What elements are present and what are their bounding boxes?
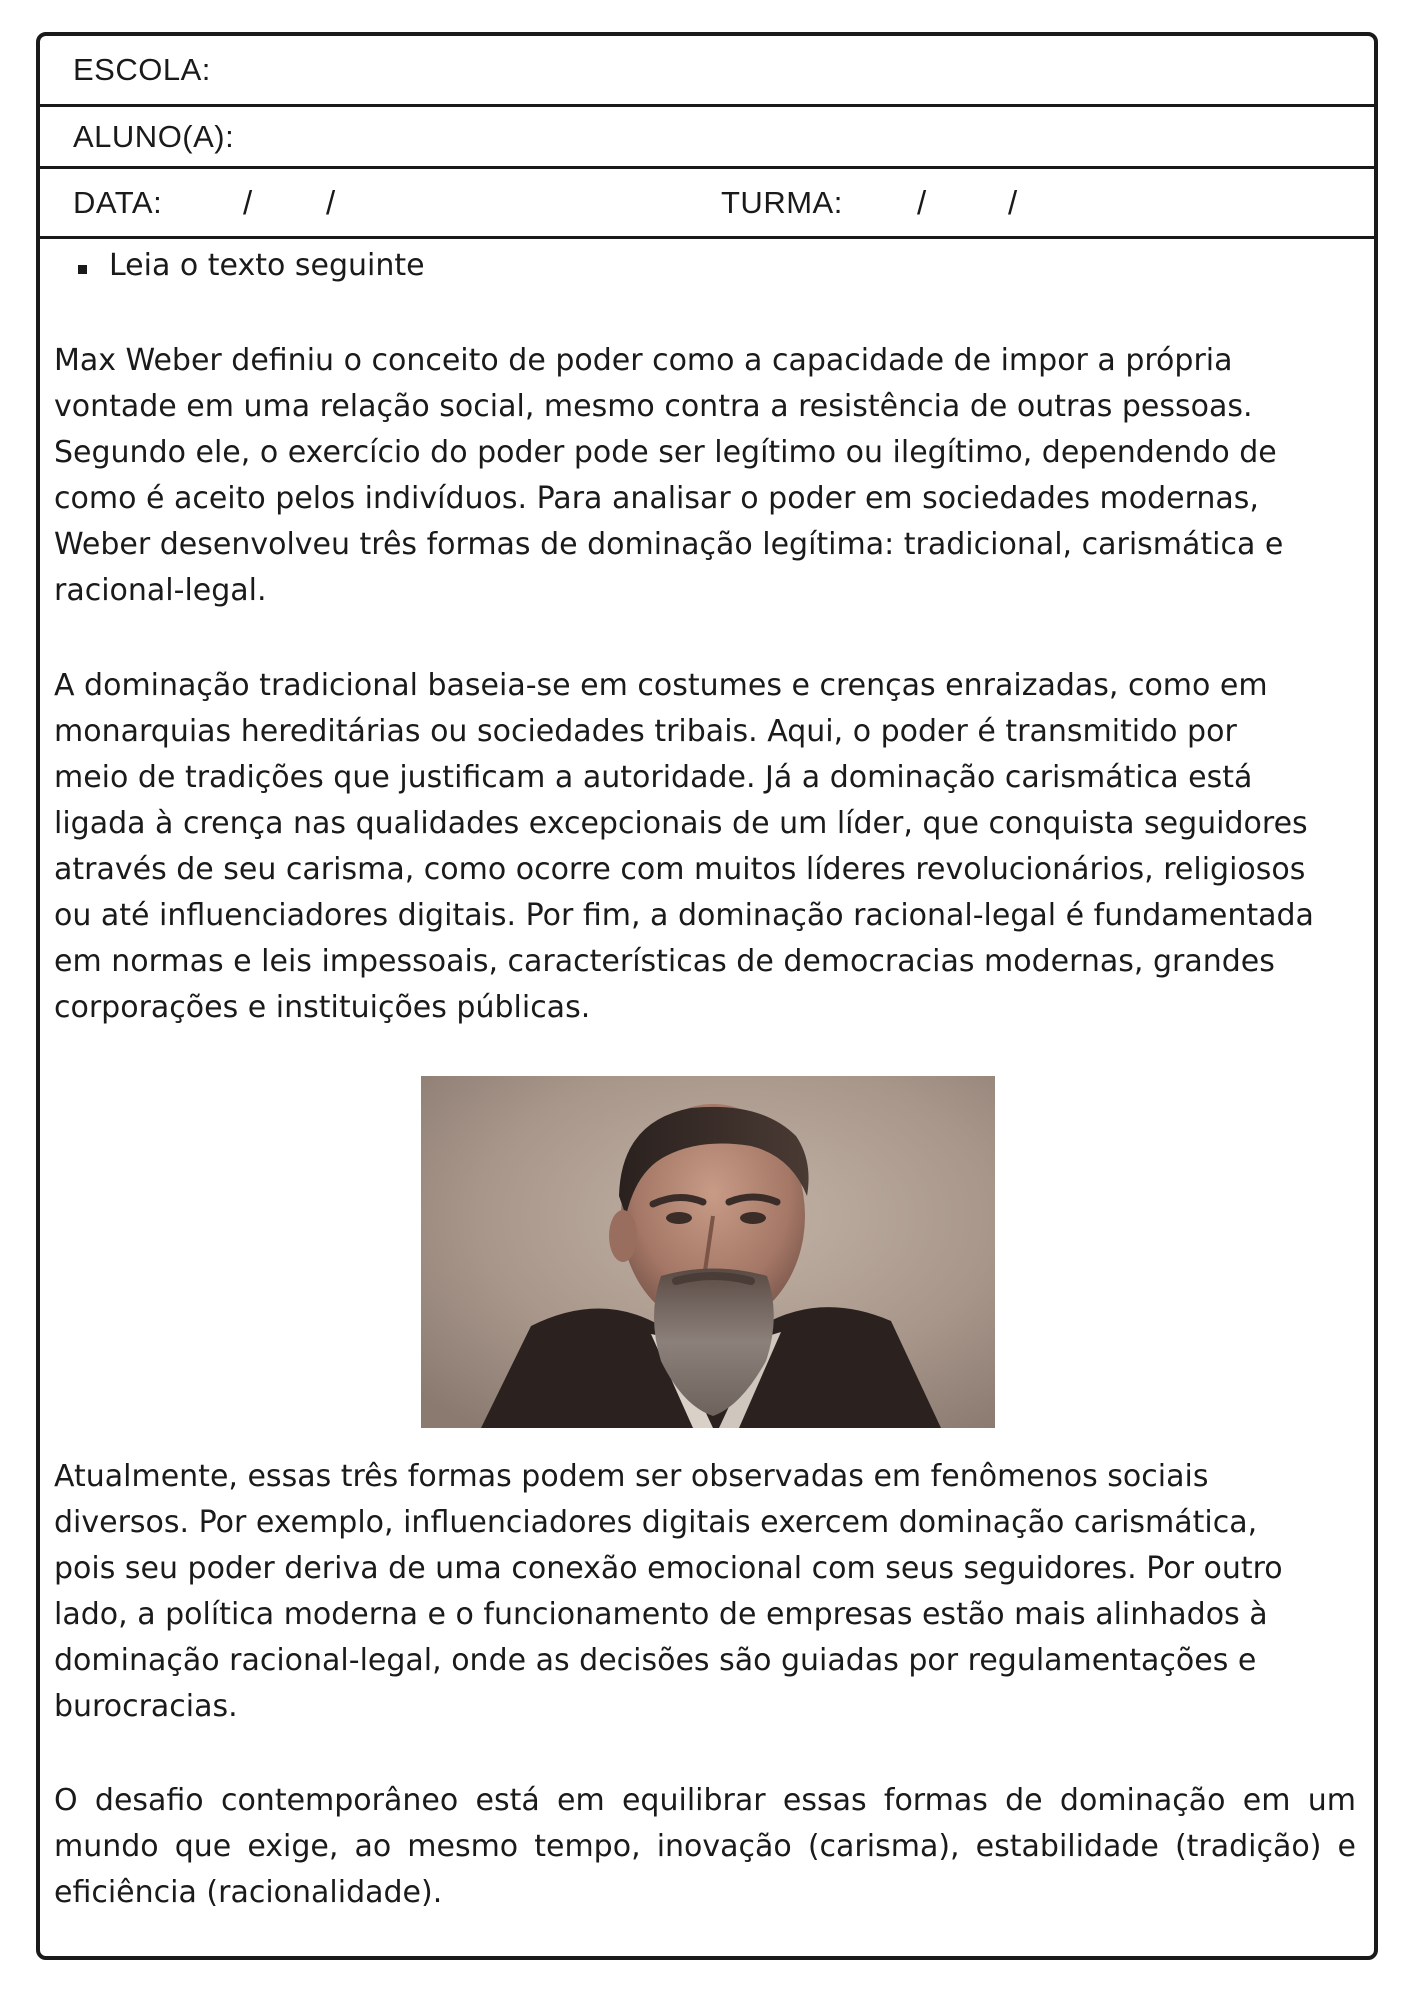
square-bullet-icon <box>78 265 87 274</box>
school-label: ESCOLA: <box>73 52 211 87</box>
school-row <box>40 36 1374 107</box>
class-slash-1: / <box>917 183 927 221</box>
date-label: DATA: <box>73 184 163 220</box>
instruction-line <box>78 248 425 283</box>
portrait-photo <box>421 1076 995 1428</box>
student-label: ALUNO(A): <box>73 118 235 154</box>
paragraph-1: Max Weber definiu o conceito de poder como a capacidade de impor a própria vontade em uma relação social, mesmo contra a resistência de outras pessoas. Segundo ele, o exercício do poder pode ser legítimo ou ilegítimo, dependendo de como é aceito pelos indivíduos. Para analisar o poder em sociedades modernas, Weber desenvolveu três formas de dominação legítima: tradicional, carismática e racional-legal. <box>54 343 1284 608</box>
class-slash-2: / <box>1008 183 1018 221</box>
paragraph-4: O desafio contemporâneo está em equilibrar essas formas de dominação em um mundo que exige, ao mesmo tempo, inovação (carisma), estabilidade (tradição) e eficiência (racionalidade). <box>54 1783 1356 1910</box>
date-slash-2: / <box>326 183 336 221</box>
paragraph-2: A dominação tradicional baseia-se em costumes e crenças enraizadas, como em monarquias hereditárias ou sociedades tribais. Aqui, o poder é transmitido por meio de tradições que justificam a autoridade. Já a dominação carismática está ligada à crença nas qualidades excepcionais de um líder, que conquista seguidores através de seu carisma, como ocorre com muitos líderes revolucionários, religiosos ou até influenciadores digitais. Por fim, a dominação racional-legal é fundamentada em normas e leis impessoais, características de democracias modernas, grandes corporações e instituições públicas. <box>54 668 1314 1025</box>
date-slash-1: / <box>243 183 253 221</box>
paragraph-3: Atualmente, essas três formas podem ser observadas em fenômenos sociais diversos. Por exemplo, influenciadores digitais exercem dominação carismática, pois seu poder deriva de uma conexão emocional com seus seguidores. Por outro lado, a política moderna e o funcionamento de empresas estão mais alinhados à dominação racional-legal, onde as decisões são guiadas por regulamentações e burocracias. <box>54 1459 1283 1724</box>
date-class-row <box>40 169 1374 239</box>
worksheet-frame <box>36 32 1378 1960</box>
student-row <box>40 107 1374 169</box>
instruction-text: Leia o texto seguinte <box>109 248 425 283</box>
class-label: TURMA: <box>721 184 843 220</box>
